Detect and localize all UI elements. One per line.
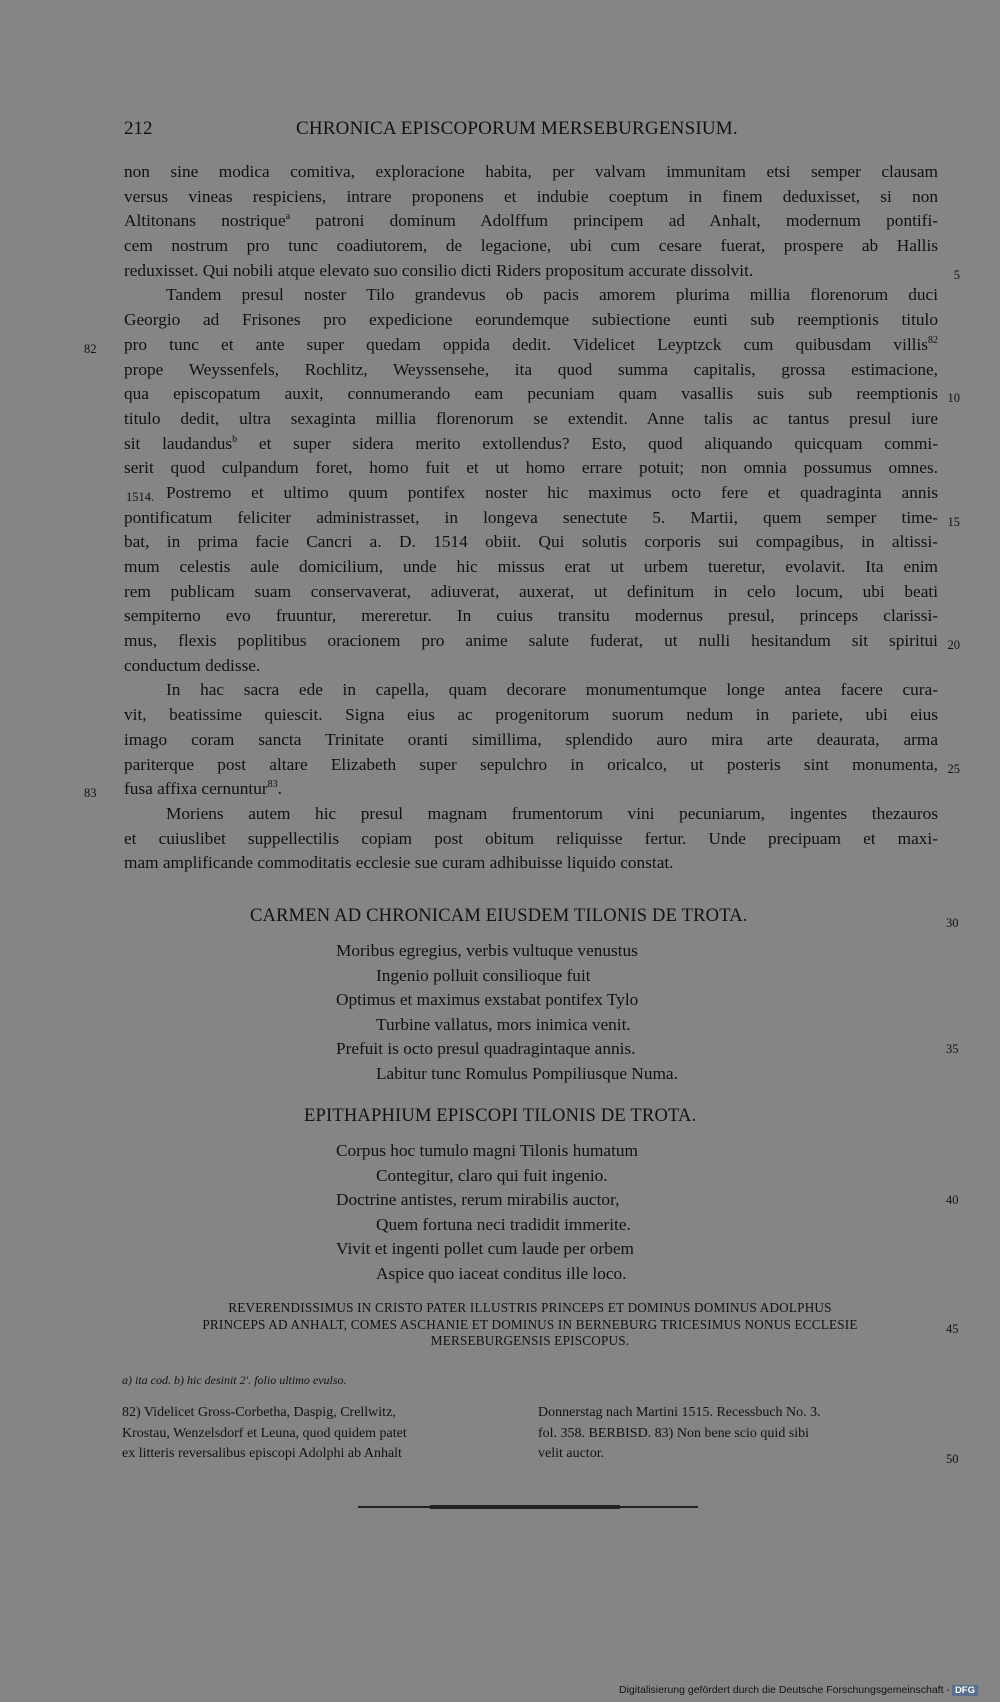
- text-run: titulo dedit, ultra sexaginta millia florenorum se extendit. Anne talis ac tantus presul iure: [124, 408, 938, 428]
- text-run: fusa affixa cernuntur: [124, 779, 268, 799]
- text-run: non sine modica comitiva, exploracione habita, per valvam immunitam etsi semper clausam: [124, 162, 938, 181]
- carmen-title: CARMEN AD CHRONICAM EIUSDEM TILONIS DE TROTA.: [250, 906, 748, 926]
- text-line: [124, 259, 960, 284]
- margin-note: 1514.: [126, 489, 155, 504]
- note-marker: a: [285, 211, 291, 223]
- carmen-verses: [336, 939, 678, 1087]
- text-run: Postremo et ultimo quum pontifex noster hic maximus octo fere et quadraginta annis: [166, 482, 938, 502]
- text-line: [124, 802, 938, 827]
- text-line: [124, 654, 938, 679]
- footnote-line: Krostau, Wenzelsdorf et Leuna, quod quidem patet: [122, 1425, 407, 1441]
- line-number: 50: [946, 1452, 959, 1466]
- epitaph-verses: [336, 1139, 638, 1287]
- verse-line: Ingenio polluit consilioque fuit: [376, 965, 591, 985]
- text-line: [124, 382, 960, 407]
- text-run: pariterque post altare Elizabeth super sepulchro in oricalco, ut posteris sint monumenta,: [124, 754, 938, 774]
- verse-line: Quem fortuna neci tradidit immerite.: [376, 1214, 631, 1234]
- margin-note: 82: [84, 341, 97, 356]
- text-line: [124, 407, 938, 432]
- credit-text: Digitalisierung gefördert durch die Deutsche Forschungsgemeinschaft -: [619, 1684, 950, 1696]
- text-line: [124, 530, 938, 555]
- text-line: [124, 209, 938, 234]
- line-number: 25: [947, 761, 960, 776]
- text-run: Georgio ad Frisones pro expedicione eorundemque subiectione eunti sub reemptionis titulo: [124, 310, 938, 330]
- verse-line: Prefuit is octo presul quadragintaque annis.: [336, 1039, 636, 1059]
- text-line: [124, 580, 938, 605]
- text-line: [124, 629, 960, 654]
- text-run: patroni dominum Adolffum principem ad Anhalt, modernum pontifi-: [290, 211, 938, 231]
- text-run: serit quod culpandum foret, homo fuit et ut homo errare potuit; non omnia possumus omnes.: [124, 458, 938, 478]
- text-run: sempiterno evo fruuntur, mereretur. In cuius transitu modernus presul, princeps clarissi-: [124, 606, 938, 626]
- verse-line: Doctrine antistes, rerum mirabilis auctor,: [336, 1190, 620, 1210]
- text-run: et cuiuslibet suppellectilis copiam post obitum reliquisse fertur. Unde precipuam et maxi-: [124, 828, 938, 848]
- line-number: 20: [947, 638, 960, 653]
- verse-line: Corpus hoc tumulo magni Tilonis humatum: [336, 1141, 638, 1160]
- chronicle-text: [84, 160, 960, 876]
- text-run: prope Weyssenfels, Rochlitz, Weyssensehe, ita quod summa capitalis, grossa estimacione,: [124, 359, 938, 379]
- text-run: versus vineas respiciens, intrare proponens et indubie coeptum in finem deduxisset, si non: [124, 186, 938, 206]
- text-line: [124, 358, 938, 383]
- text-line: [124, 432, 938, 457]
- text-line: [84, 777, 938, 802]
- note-marker: b: [232, 433, 238, 445]
- text-run: cem nostrum pro tunc coadiutorem, de legacione, ubi cum cesare fuerat, prospere ab Hallis: [124, 236, 938, 256]
- verse-line: Contegitur, claro qui fuit ingenio.: [376, 1165, 608, 1185]
- text-line: [124, 851, 938, 876]
- text-run: qua episcopatum auxit, connumerando eam pecuniam quam vasallis suis sub reemptionis: [124, 384, 938, 404]
- text-run: imago coram sancta Trinitate oranti simillima, splendido auro mira arte deaurata, arma: [124, 729, 938, 749]
- verse-line: Aspice quo iaceat conditus ille loco.: [376, 1263, 627, 1283]
- margin-note: 83: [84, 786, 97, 801]
- text-run: Altitonans nostrique: [124, 211, 286, 231]
- text-line: [124, 234, 938, 259]
- text-line: [84, 333, 938, 358]
- heading-line: REVERENDISSIMUS IN CRISTO PATER ILLUSTRIS PRINCEPS ET DOMINUS DOMINUS ADOLPHUS: [228, 1300, 832, 1315]
- text-run: bat, in prima facie Cancri a. D. 1514 obiit. Qui solutis corporis sui compagibus, in altissi-: [124, 532, 938, 552]
- critical-apparatus: a) ita cod. b) hic desinit 2'. folio ultimo evulso.: [122, 1373, 347, 1387]
- next-section-heading: [122, 1300, 938, 1350]
- text-run: .: [277, 779, 282, 799]
- text-run: Moriens autem hic presul magnam frumentorum vini pecuniarum, ingentes thezauros: [166, 803, 938, 823]
- line-number: 15: [947, 514, 960, 529]
- line-number: 5: [953, 267, 960, 282]
- footnote-line: Donnerstag nach Martini 1515. Recessbuch No. 3.: [538, 1405, 821, 1420]
- verse-line: Labitur tunc Romulus Pompiliusque Numa.: [376, 1063, 678, 1083]
- text-run: Tandem presul noster Tilo grandevus ob pacis amorem plurima millia florenorum duci: [166, 285, 938, 305]
- text-line: [124, 827, 938, 852]
- footnote-line: fol. 358. BERBISD. 83) Non bene scio quid sibi: [538, 1425, 810, 1441]
- text-run: In hac sacra ede in capella, quam decorare monumentumque longe antea facere cura-: [166, 680, 938, 700]
- text-line: [124, 753, 960, 778]
- text-line: [124, 308, 938, 333]
- footnote-line: ex litteris reversalibus episcopi Adolphi ab Anhalt: [122, 1446, 402, 1461]
- page-number: 212: [124, 118, 153, 139]
- text-run: rem publicam suam conservaverat, adiuverat, auxerat, ut definitum in celo locum, ubi beati: [124, 581, 938, 601]
- line-number: 45: [946, 1322, 959, 1336]
- text-run: mum celestis aule domicilium, unde hic missus erat ut urbem tueretur, evolavit. Ita enim: [124, 557, 938, 576]
- text-line: [124, 555, 938, 580]
- line-number: 10: [947, 391, 960, 406]
- digitization-credit: [619, 1684, 978, 1696]
- text-line: [124, 728, 938, 753]
- text-run: vit, beatissime quiescit. Signa eius ac progenitorum suorum nedum in pariete, ubi eius: [124, 705, 938, 725]
- epitaph-title: EPITHAPHIUM EPISCOPI TILONIS DE TROTA.: [304, 1106, 697, 1126]
- text-run: reduxisset. Qui nobili atque elevato suo consilio dicti Riders propositum accurate dissolvit.: [124, 260, 754, 280]
- footnote-line: velit auctor.: [538, 1446, 605, 1461]
- text-run: sit laudandus: [124, 433, 233, 453]
- line-number: 40: [946, 1193, 959, 1208]
- footnote-right: [538, 1403, 821, 1465]
- note-marker: 83: [267, 779, 278, 791]
- text-line: [124, 481, 938, 506]
- verse-line: Vivit et ingenti pollet cum laude per orbem: [336, 1239, 634, 1259]
- end-rule-thick: [430, 1505, 620, 1509]
- text-line: [124, 283, 938, 308]
- line-number: 30: [946, 916, 959, 930]
- heading-line: MERSEBURGENSIS EPISCOPUS.: [430, 1333, 630, 1348]
- text-run: conductum dedisse.: [124, 655, 261, 675]
- text-line: [124, 185, 938, 210]
- text-line: [124, 456, 938, 481]
- text-run: pontificatum feliciter administrasset, in longeva senectute 5. Martii, quem semper time-: [124, 507, 938, 527]
- text-line: [124, 160, 938, 185]
- text-line: [124, 678, 938, 703]
- note-marker: 82: [928, 335, 938, 347]
- text-run: mus, flexis poplitibus oracionem pro anime salute fuderat, ut nulli hesitandum sit spiritui: [124, 631, 938, 651]
- verse-line: Optimus et maximus exstabat pontifex Tylo: [336, 990, 639, 1010]
- text-line: [124, 506, 960, 531]
- verse-line: Moribus egregius, verbis vultuque venustus: [336, 941, 638, 960]
- text-line: [124, 604, 938, 629]
- text-line: [124, 703, 938, 728]
- line-number: 35: [946, 1042, 959, 1057]
- dfg-logo: DFG: [952, 1685, 978, 1696]
- heading-line: PRINCEPS AD ANHALT, COMES ASCHANIE ET DOMINUS IN BERNEBURG TRICESIMUS NONUS ECCLESIE: [202, 1316, 858, 1332]
- text-run: pro tunc et ante super quedam oppida dedit. Videlicet Leyptzck cum quibusdam villis: [124, 334, 928, 354]
- footnote-line: 82) Videlicet Gross-Corbetha, Daspig, Crellwitz,: [122, 1405, 396, 1420]
- text-run: et super sidera merito extollendus? Esto, quod aliquando quicquam commi-: [237, 433, 938, 453]
- text-run: mam amplificande commoditatis ecclesie sue curam adhibuisse liquido constat.: [124, 853, 674, 873]
- page-title: CHRONICA EPISCOPORUM MERSEBURGENSIUM.: [296, 118, 738, 139]
- verse-line: Turbine vallatus, mors inimica venit.: [376, 1014, 631, 1034]
- footnote-left: [122, 1403, 407, 1465]
